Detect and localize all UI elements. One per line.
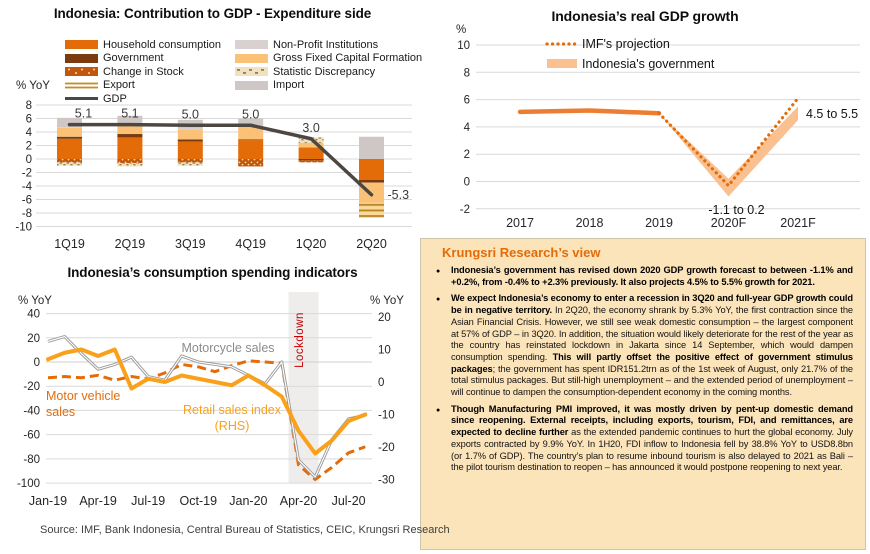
svg-text:20: 20	[27, 332, 40, 345]
svg-text:Retail sales index: Retail sales index	[183, 403, 281, 417]
svg-text:Oct-19: Oct-19	[179, 494, 218, 508]
consumption-y-unit-right: % YoY	[370, 295, 404, 307]
view-bullet-text: Indonesia’s government has revised down 2020 GDP growth forecast to between -1.1% and +0.2%, from -0.4% to +2.3% previously. It also projects 4.5% to 5.5% growth for 2021.	[451, 265, 853, 287]
consumption-y-unit-left: % YoY	[18, 295, 52, 307]
svg-text:4Q19: 4Q19	[235, 237, 266, 251]
view-bullet-text: We expect Indonesia’s economy to enter a recession in 3Q20 and full-year GDP growth could be in negative territory. In 2Q20, the economy shrank by 5.3% YoY, the first contraction since the Asian Financial Crisis. However, we still see weak domestic consumption – the largest component at 57% of GDP – in 3Q20. In addition, the situation would likely deteriorate for the rest of the year as the country has reinstated lockdown in Jakarta since 14 September, which would dampen consumption spending. This will partly offset the positive effect of government stimulus packages; the government has spent IDR151.2trn as of the 1st week of August, only 21.7% of the total stimulus packages. But still-high unemployment – and the extended period of unemployment – will continue to dampen the consumption-dependent economy in the coming months.	[451, 293, 854, 398]
svg-text:-60: -60	[23, 429, 40, 442]
krungsri-view-bullets	[434, 265, 853, 474]
svg-text:-40: -40	[23, 405, 40, 418]
chart-real-gdp-growth	[420, 4, 870, 236]
svg-text:-8: -8	[21, 208, 32, 220]
svg-text:Apr-20: Apr-20	[279, 494, 318, 508]
svg-text:2Q20: 2Q20	[356, 237, 387, 251]
bullet-dot: ●	[436, 406, 441, 414]
gdp-contribution-legend-col2	[235, 38, 422, 92]
real-gdp-y-unit: %	[456, 24, 467, 36]
svg-text:20: 20	[378, 312, 391, 324]
legend-item-government	[65, 52, 221, 66]
svg-text:-20: -20	[23, 381, 40, 394]
svg-text:-2: -2	[459, 203, 470, 216]
svg-text:-80: -80	[23, 453, 40, 466]
legend-label-gdp: GDP	[103, 92, 127, 105]
svg-text:Jul-19: Jul-19	[131, 494, 166, 508]
svg-text:-6: -6	[21, 194, 32, 207]
svg-text:2: 2	[463, 149, 470, 162]
svg-text:4: 4	[25, 127, 32, 139]
svg-text:5.0: 5.0	[242, 107, 260, 122]
svg-text:-10: -10	[378, 409, 395, 422]
svg-text:2020F: 2020F	[710, 216, 747, 230]
svg-text:6: 6	[463, 94, 470, 107]
legend-item-export	[65, 79, 221, 93]
legend-label-export: Export	[103, 79, 135, 92]
svg-text:Motorcycle sales: Motorcycle sales	[181, 341, 275, 355]
svg-text:3.0: 3.0	[302, 120, 320, 135]
chart-gdp-contribution-title: Indonesia: Contribution to GDP - Expenditure side	[53, 6, 372, 21]
svg-text:2019: 2019	[645, 216, 673, 230]
svg-text:5.1: 5.1	[121, 106, 139, 121]
svg-text:6: 6	[25, 113, 32, 126]
svg-text:2: 2	[25, 140, 32, 153]
chart-real-gdp-growth-title: Indonesia’s real GDP growth	[551, 8, 739, 24]
svg-text:Lockdown: Lockdown	[294, 312, 306, 368]
gdp-contribution-plot	[10, 96, 415, 262]
svg-text:8: 8	[463, 67, 470, 80]
legend-label-statdisc: Statistic Discrepancy	[273, 65, 376, 78]
svg-text:-1.1 to 0.2: -1.1 to 0.2	[708, 203, 765, 217]
source-note: Source: IMF, Bank Indonesia, Central Bureau of Statistics, CEIC, Krungsri Research	[40, 524, 450, 536]
real-gdp-plot	[420, 30, 870, 236]
svg-text:-30: -30	[378, 474, 395, 487]
svg-text:IMF's projection: IMF's projection	[582, 37, 670, 51]
legend-label-nonprofit: Non-Profit Institutions	[273, 38, 379, 51]
svg-text:-2: -2	[21, 167, 32, 180]
svg-text:sales: sales	[46, 405, 76, 419]
svg-text:3Q19: 3Q19	[175, 237, 206, 251]
svg-text:10: 10	[378, 344, 391, 357]
svg-text:Motor vehicle: Motor vehicle	[46, 389, 121, 403]
svg-text:Jan-20: Jan-20	[229, 494, 268, 508]
legend-label-import: Import	[273, 79, 305, 92]
legend-item-statdisc	[235, 65, 422, 79]
legend-item-household	[65, 38, 221, 52]
view-bullet-1	[434, 265, 853, 288]
svg-text:1Q20: 1Q20	[295, 237, 327, 251]
svg-text:5.0: 5.0	[181, 107, 199, 122]
svg-text:0: 0	[25, 154, 32, 166]
svg-text:0: 0	[33, 357, 40, 369]
legend-label-gfcf: Gross Fixed Capital Formation	[273, 52, 423, 65]
krungsri-view-title: Krungsri Research’s view	[442, 245, 601, 260]
svg-text:-10: -10	[15, 221, 32, 234]
svg-text:4: 4	[463, 121, 470, 134]
svg-text:2017: 2017	[506, 216, 534, 230]
chart-consumption-title: Indonesia’s consumption spending indicators	[67, 265, 358, 280]
svg-text:2018: 2018	[575, 216, 604, 230]
view-bullet-2	[434, 293, 853, 398]
view-bullet-3	[434, 404, 853, 474]
krungsri-view-panel	[420, 238, 866, 550]
svg-text:-20: -20	[378, 442, 395, 454]
legend-item-stock	[65, 65, 221, 79]
svg-text:(RHS): (RHS)	[214, 419, 250, 433]
legend-label-stock: Change in Stock	[103, 65, 184, 78]
svg-text:-100: -100	[16, 478, 40, 491]
svg-text:-4: -4	[21, 181, 32, 193]
svg-text:0: 0	[378, 377, 385, 389]
bullet-dot: ●	[436, 268, 441, 275]
svg-text:Jan-19: Jan-19	[28, 494, 68, 508]
legend-label-household: Household consumption	[103, 38, 222, 51]
legend-item-nonprofit	[235, 38, 422, 52]
svg-text:2Q19: 2Q19	[114, 237, 146, 251]
svg-text:1Q19: 1Q19	[54, 237, 85, 251]
svg-text:0: 0	[463, 176, 470, 189]
svg-text:4.5 to 5.5: 4.5 to 5.5	[806, 107, 859, 121]
gdp-contribution-y-unit: % YoY	[16, 80, 50, 92]
svg-text:5.1: 5.1	[74, 106, 93, 121]
svg-text:Apr-19: Apr-19	[79, 494, 117, 508]
svg-text:-5.3: -5.3	[387, 187, 410, 202]
svg-text:2021F: 2021F	[780, 216, 816, 230]
chart-gdp-contribution	[10, 6, 423, 262]
svg-text:8: 8	[25, 100, 32, 112]
consumption-plot	[10, 290, 415, 516]
legend-item-import	[235, 79, 422, 93]
chart-consumption-indicators	[10, 262, 415, 522]
svg-text:40: 40	[27, 308, 40, 321]
bullet-dot: ●	[436, 296, 441, 304]
svg-text:Indonesia's government: Indonesia's government	[582, 57, 715, 71]
legend-item-gfcf	[235, 52, 422, 66]
view-bullet-text: Though Manufacturing PMI improved, it was mostly driven by pent-up domestic demand since reopening. External receipts, including exports, tourism, FDI, and remittances, are expected to decline further as the extended pandemic continues to hurt the global economy. July exports contracted by 9.9% YoY. In 1H20, FDI inflow to Indonesia fell by 38.8% YoY to USD8.8bn (or 1.7% of GDP). The country’s plan to resume inbound tourism is also delayed to 2021 as Bali – the pilot tourism destination to reopen – has announced it would postpone reopening to next year.	[451, 403, 853, 473]
legend-label-government: Government	[103, 52, 164, 65]
svg-text:Jul-20: Jul-20	[331, 494, 366, 508]
svg-text:10: 10	[457, 40, 470, 52]
